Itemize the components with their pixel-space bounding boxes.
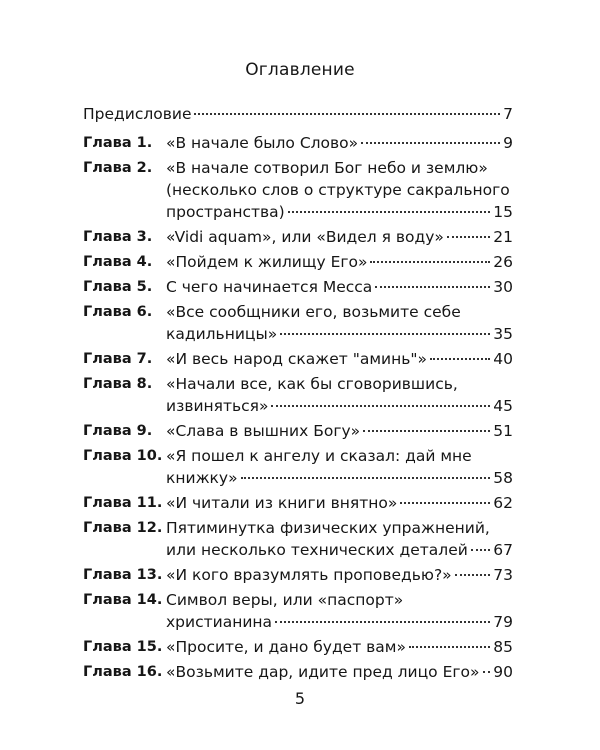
dot-leader — [375, 286, 490, 288]
chapter-title-line: «Начали все, как бы сговорившись, — [166, 375, 458, 393]
dot-leader — [483, 671, 491, 673]
dot-leader — [280, 333, 490, 335]
chapter-title-line: «Я пошел к ангелу и сказал: дай мне — [166, 447, 472, 465]
chapter-label: Глава 12. — [83, 520, 163, 536]
toc-entry — [83, 661, 513, 683]
chapter-title-line: «И читали из книги внятно» — [166, 494, 398, 512]
dot-leader — [288, 211, 491, 213]
dot-leader — [447, 236, 490, 238]
chapter-title-line: «В начале сотворил Бог небо и землю» — [166, 159, 488, 177]
chapter-page: 21 — [493, 228, 513, 246]
chapter-title-line: «Пойдем к жилищу Его» — [166, 253, 368, 271]
chapter-label: Глава 9. — [83, 423, 153, 439]
chapter-page: 40 — [493, 350, 513, 368]
toc-title: Оглавление — [245, 60, 355, 80]
dot-leader — [363, 430, 490, 432]
toc-entry — [83, 132, 513, 154]
toc-entry — [83, 226, 513, 248]
table-of-contents — [83, 103, 513, 686]
chapter-title-line: «Vidi aquam», или «Видел я воду» — [166, 228, 444, 246]
chapter-label: Глава 8. — [83, 376, 153, 392]
chapter-page: 51 — [493, 422, 513, 440]
dot-leader — [400, 502, 490, 504]
toc-entry — [83, 301, 513, 345]
toc-entry — [83, 492, 513, 514]
chapter-title-line: кадильницы» — [166, 325, 278, 343]
toc-entry — [83, 276, 513, 298]
toc-entry — [83, 445, 513, 489]
chapter-title-line: С чего начинается Месса — [166, 278, 373, 296]
chapter-title-line: «Возьмите дар, идите пред лицо Его» — [166, 663, 480, 681]
toc-entry — [83, 157, 513, 223]
chapter-label: Глава 4. — [83, 254, 153, 270]
chapter-page: 15 — [493, 203, 513, 221]
chapter-title-line: «Слава в вышних Богу» — [166, 422, 361, 440]
chapter-page: 79 — [493, 613, 513, 631]
dot-leader — [275, 621, 490, 623]
chapter-page: 9 — [503, 134, 513, 152]
chapter-title-line: «Все сообщники его, возьмите себе — [166, 303, 461, 321]
chapter-label: Глава 5. — [83, 279, 153, 295]
chapter-label: Глава 16. — [83, 664, 163, 680]
chapter-label: Глава 6. — [83, 304, 153, 320]
toc-entry — [83, 251, 513, 273]
toc-entry — [83, 373, 513, 417]
dot-leader — [370, 261, 490, 263]
dot-leader — [194, 113, 500, 115]
chapter-label: Глава 3. — [83, 229, 153, 245]
toc-entry-title: Предисловие — [83, 105, 192, 123]
chapter-page: 90 — [493, 663, 513, 681]
chapter-page: 58 — [493, 469, 513, 487]
dot-leader — [361, 142, 500, 144]
dot-leader — [430, 358, 490, 360]
chapter-page: 62 — [493, 494, 513, 512]
chapter-page: 73 — [493, 566, 513, 584]
toc-entry-preface — [83, 103, 513, 125]
chapter-title-line: «Просите, и дано будет вам» — [166, 638, 406, 656]
chapter-page: 26 — [493, 253, 513, 271]
chapter-label: Глава 1. — [83, 135, 153, 151]
chapter-label: Глава 13. — [83, 567, 163, 583]
toc-entry — [83, 589, 513, 633]
dot-leader — [409, 646, 490, 648]
chapter-title-line: (несколько слов о структуре сакрального — [166, 181, 510, 199]
page-number: 5 — [294, 689, 306, 708]
toc-entry — [83, 348, 513, 370]
toc-entry — [83, 564, 513, 586]
chapter-page: 45 — [493, 397, 513, 415]
chapter-page: 30 — [493, 278, 513, 296]
chapter-label: Глава 10. — [83, 448, 163, 464]
chapter-page: 85 — [493, 638, 513, 656]
chapter-label: Глава 11. — [83, 495, 163, 511]
dot-leader — [271, 405, 490, 407]
chapter-page: 35 — [493, 325, 513, 343]
chapter-title-line: Пятиминутка физических упражнений, — [166, 519, 490, 537]
chapter-title-line: пространства) — [166, 203, 285, 221]
chapter-label: Глава 2. — [83, 160, 153, 176]
toc-entry — [83, 636, 513, 658]
chapter-list — [83, 132, 513, 683]
chapter-title-line: или несколько технических деталей — [166, 541, 468, 559]
toc-entry — [83, 517, 513, 561]
chapter-label: Глава 14. — [83, 592, 163, 608]
chapter-label: Глава 7. — [83, 351, 153, 367]
chapter-label: Глава 15. — [83, 639, 163, 655]
chapter-title-line: книжку» — [166, 469, 238, 487]
chapter-title-line: извиняться» — [166, 397, 269, 415]
dot-leader — [471, 549, 490, 551]
toc-entry — [83, 420, 513, 442]
chapter-title-line: «И кого вразумлять проповедью?» — [166, 566, 452, 584]
chapter-title-line: христианина — [166, 613, 273, 631]
dot-leader — [241, 477, 491, 479]
chapter-title-line: «И весь народ скажет "аминь"» — [166, 350, 427, 368]
chapter-title-line: «В начале было Слово» — [166, 134, 359, 152]
chapter-page: 67 — [493, 541, 513, 559]
dot-leader — [455, 574, 491, 576]
toc-entry-page: 7 — [503, 105, 513, 123]
chapter-title-line: Символ веры, или «паспорт» — [166, 591, 404, 609]
